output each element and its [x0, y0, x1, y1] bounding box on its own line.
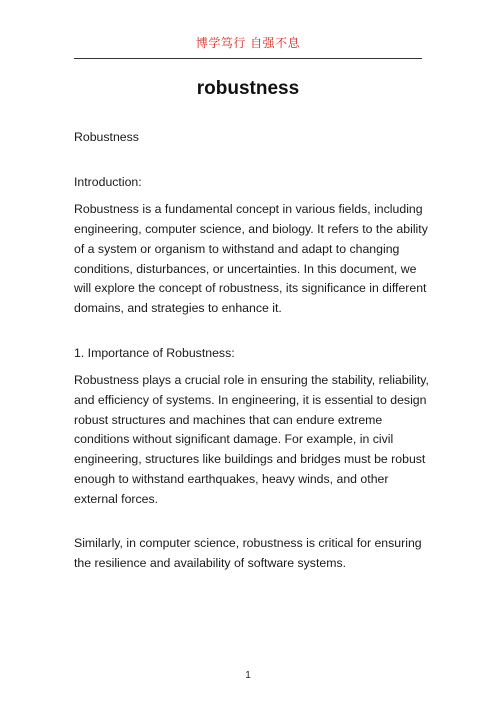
page-number: 1: [245, 670, 251, 681]
header-motto: 博学笃行 自强不息: [195, 36, 301, 50]
document-subtitle: Robustness: [74, 130, 139, 144]
intro-paragraph: Robustness is a fundamental concept in various fields, including engineering, computer science, and biology. It refers to the ability of a system or organism to withstand and adapt to changing conditions, disturbances, or uncertainties. In this document, we will explore the concept of robustness, its significance in different domains, and strategies to enhance it.: [74, 202, 428, 315]
section-1-paragraph-1: Robustness plays a crucial role in ensuring the stability, reliability, and efficiency of systems. In engineering, it is essential to design robust structures and machines that can endure extreme conditions without significant damage. For example, in civil engineering, structures like buildings and bridges must be robust enough to withstand earthquakes, heavy winds, and other external forces.: [74, 373, 429, 506]
document-title: robustness: [196, 78, 300, 99]
header-divider: [74, 58, 422, 59]
document-body: [74, 128, 430, 574]
section-1-paragraph-2: Similarly, in computer science, robustness is critical for ensuring the resilience and availability of software systems.: [74, 536, 422, 570]
section-1-heading: 1. Importance of Robustness:: [74, 345, 235, 360]
intro-heading: Introduction:: [74, 174, 142, 189]
